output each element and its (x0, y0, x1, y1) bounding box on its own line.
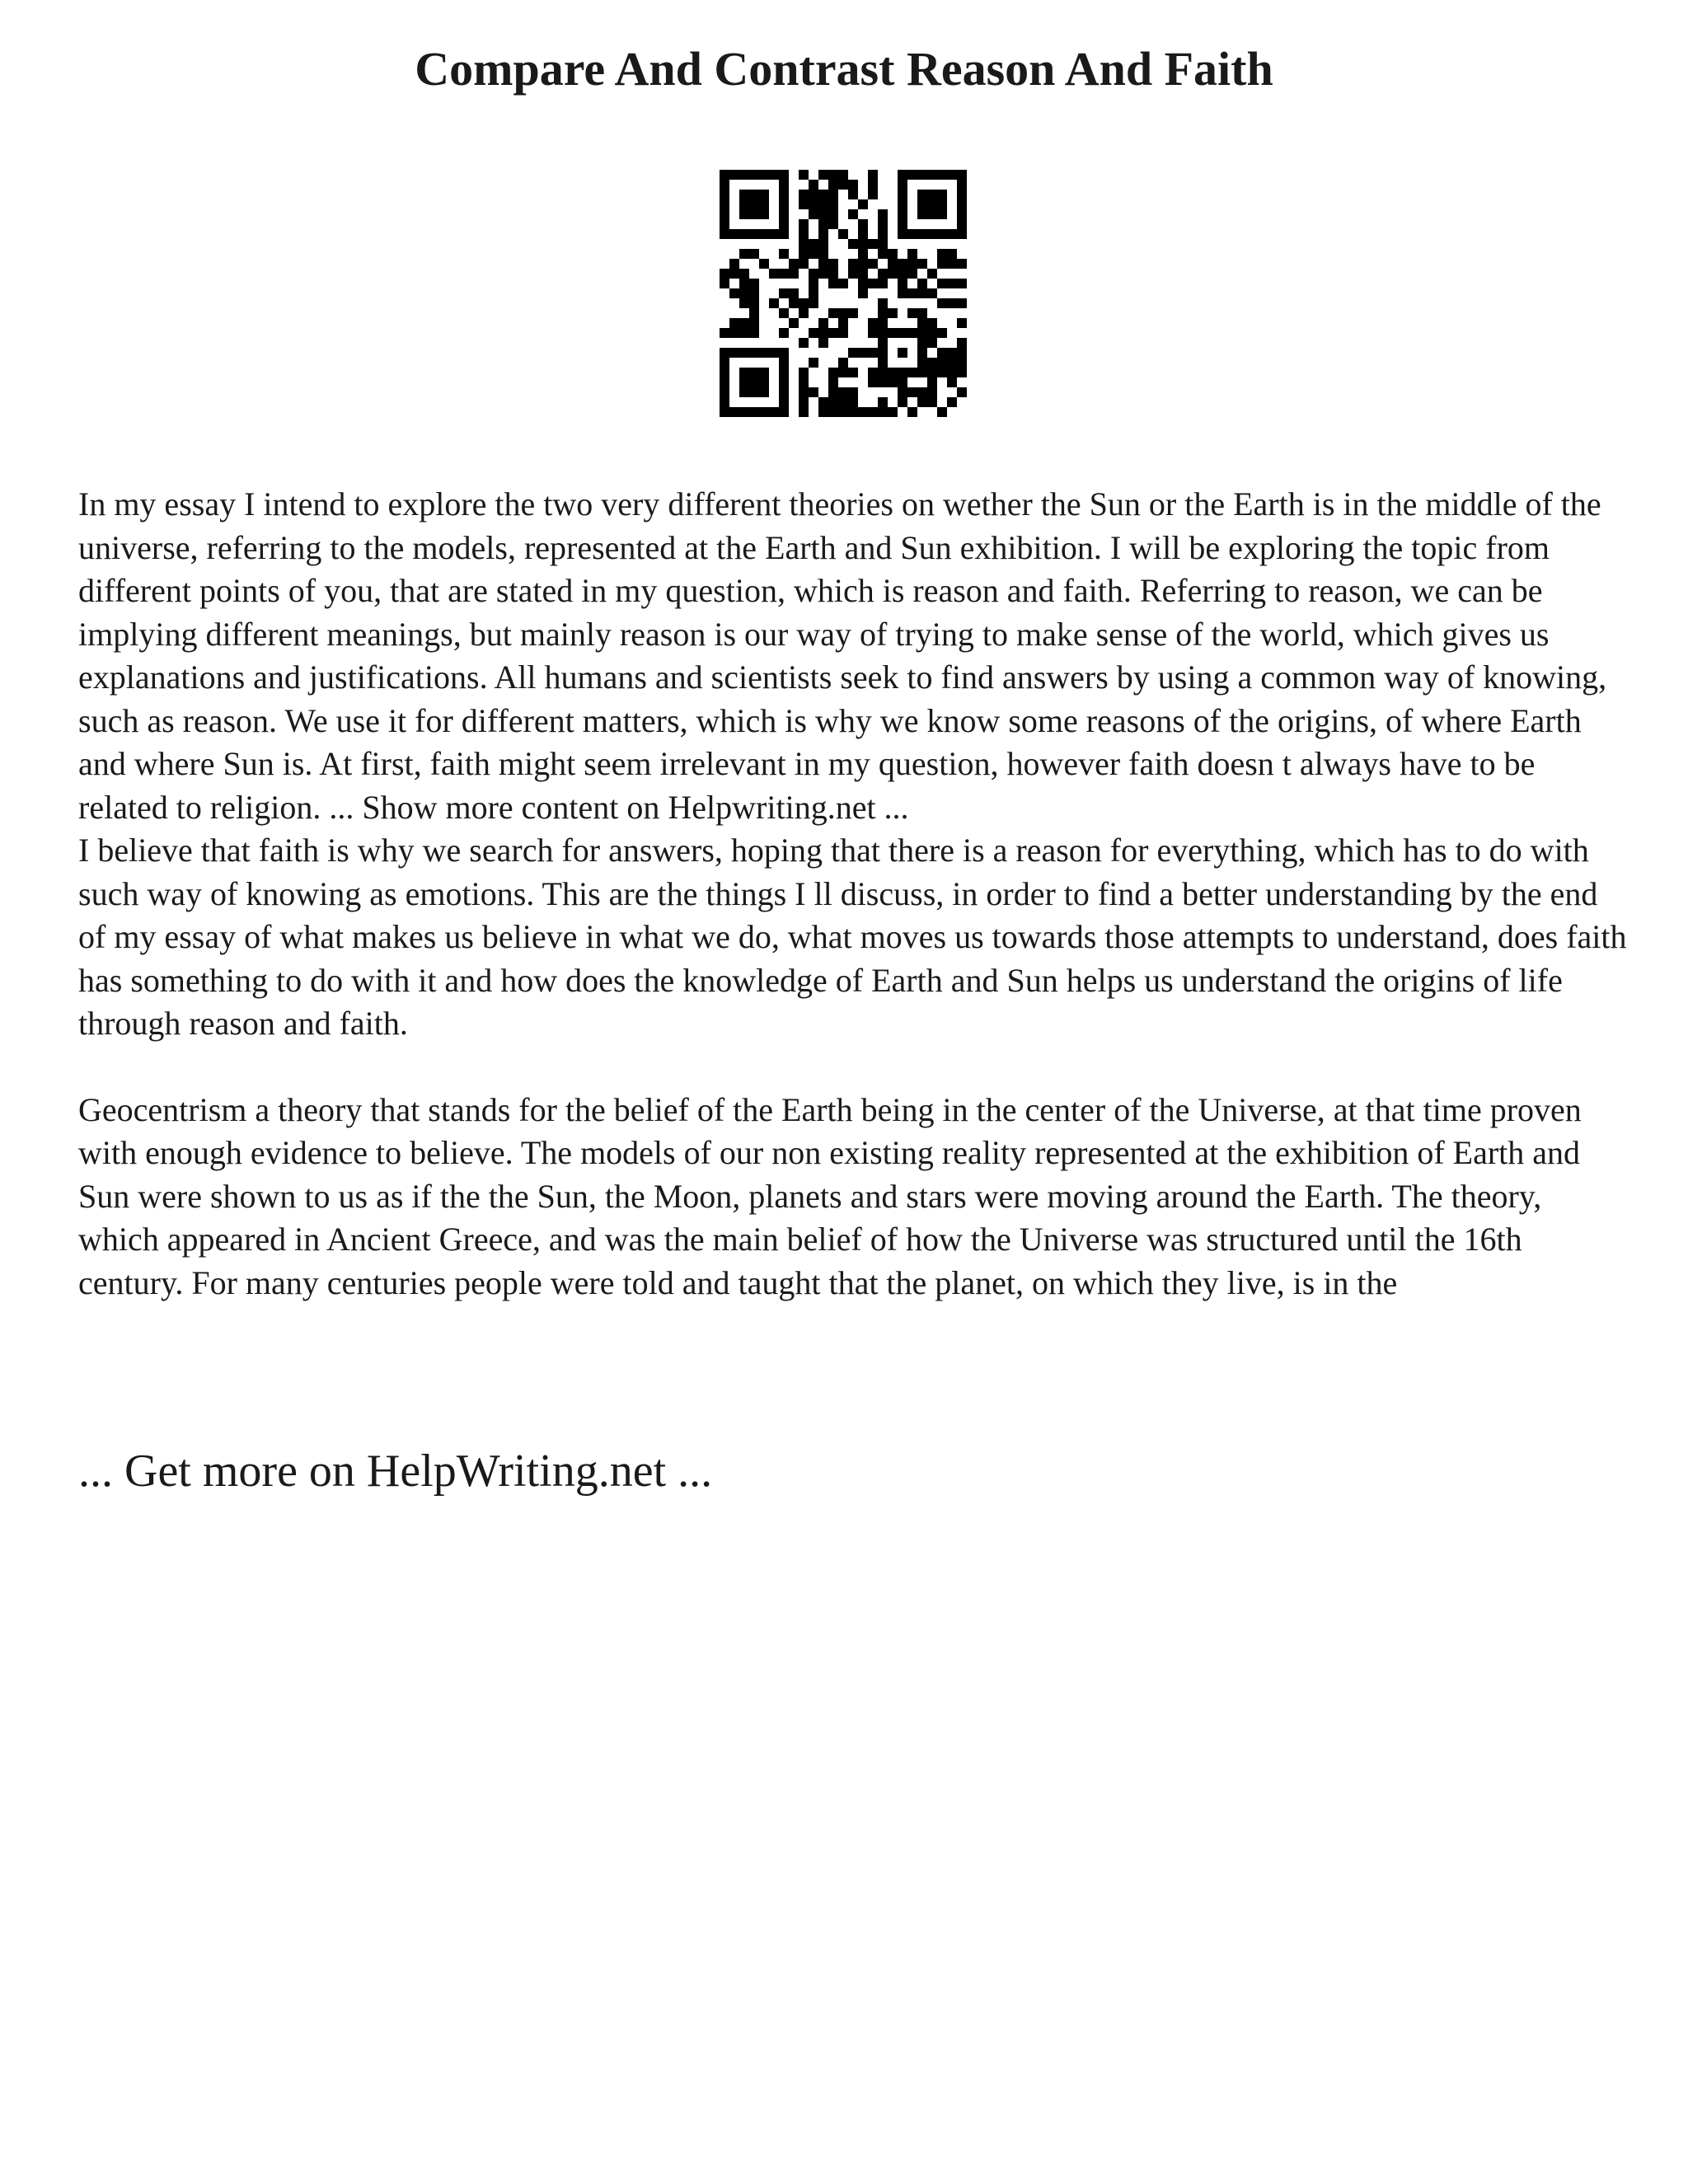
essay-body (78, 483, 1628, 1305)
get-more-link[interactable]: ... Get more on HelpWriting.net ... (78, 1446, 713, 1497)
paragraph-geocentrism: Geocentrism a theory that stands for the belief of the Earth being in the center of the Universe, at that time proven with enough evidence to believe. The models of our non existing reality represented at the exhibition of Earth and Sun were shown to us as if the the Sun, the Moon, planets and stars were moving around the Earth. The theory, which appeared in Ancient Greece, and was the main belief of how the Universe was structured until the 16th century. For many centuries people were told and taught that the planet, on which they live, is in the (78, 1090, 1582, 1301)
qr-code-icon[interactable] (720, 170, 967, 417)
paragraph-gap (78, 1046, 1628, 1089)
page-title: Compare And Contrast Reason And Faith (415, 42, 1273, 96)
paragraph-faith: I believe that faith is why we search for answers, hoping that there is a reason for everything, which has to do with such way of knowing as emotions. This are the things I ll discuss, in order to find a better understanding by the end of my essay of what makes us believe in what we do, what moves us towards those attempts to understand, does faith has something to do with it and how does the knowledge of Earth and Sun helps us understand the origins of life through reason and faith. (78, 832, 1627, 1042)
paragraph-intro: In my essay I intend to explore the two very different theories on wether the Sun or the Earth is in the middle of the universe, referring to the models, represented at the Earth and Sun exhibition. I will be exploring the topic from different points of you, that are stated in my question, which is reason and faith. Referring to reason, we can be implying different meanings, but mainly reason is our way of trying to make sense of the world, which gives us explanations and justifications. All humans and scientists seek to find answers by using a common way of knowing, such as reason. We use it for different matters, which is why we know some reasons of the origins, of where Earth and where Sun is. At first, faith might seem irrelevant in my question, however faith doesn t always have to be related to religion. ... Show more content on Helpwriting.net ... (78, 485, 1607, 826)
